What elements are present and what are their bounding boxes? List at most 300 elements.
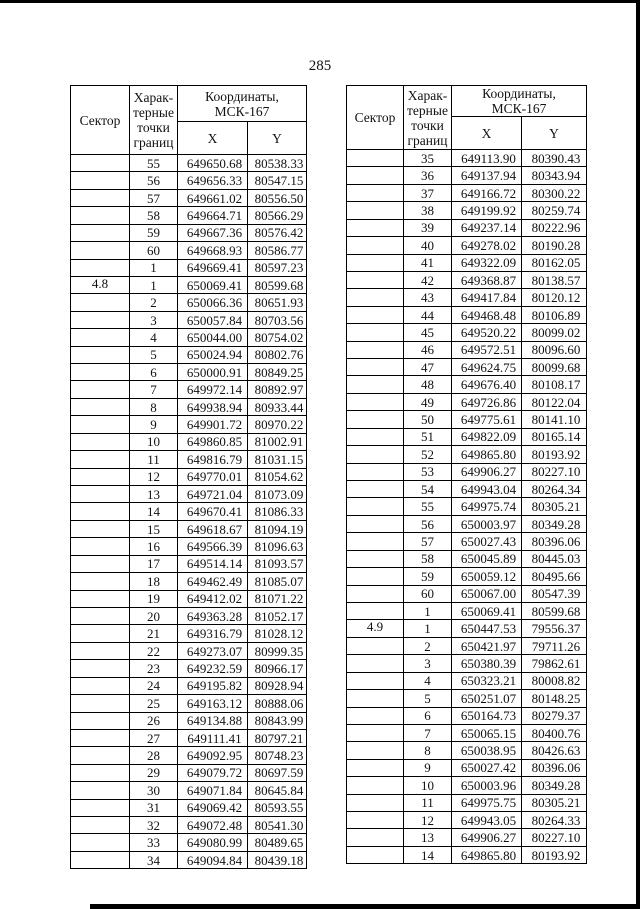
point-cell: 36 (404, 167, 452, 184)
table-header (347, 86, 587, 150)
x-coordinate-cell: 649468.48 (452, 306, 522, 323)
sector-cell (71, 503, 130, 520)
table-row (347, 672, 587, 689)
table-row (347, 620, 587, 637)
sector-cell (347, 846, 404, 863)
x-coordinate-cell: 649656.33 (178, 172, 248, 189)
sector-cell (347, 707, 404, 724)
table-row (347, 829, 587, 846)
x-coordinate-cell: 649669.41 (178, 259, 248, 276)
sector-cell (71, 416, 130, 433)
table-row (347, 237, 587, 254)
table-row (71, 224, 307, 241)
point-cell: 57 (404, 533, 452, 550)
y-coordinate-cell: 80264.33 (522, 812, 587, 829)
sector-cell (71, 799, 130, 816)
y-coordinate-cell: 79711.26 (522, 637, 587, 654)
sector-cell (71, 747, 130, 764)
x-coordinate-cell: 649163.12 (178, 695, 248, 712)
table-row (347, 393, 587, 410)
table-row (347, 219, 587, 236)
x-coordinate-cell: 649412.02 (178, 590, 248, 607)
table-row (71, 538, 307, 555)
table-row (71, 433, 307, 450)
table-row (347, 446, 587, 463)
sector-cell (71, 433, 130, 450)
table-row (347, 167, 587, 184)
scan-border-right (636, 0, 640, 909)
y-coordinate-cell: 81052.17 (248, 607, 307, 624)
y-coordinate-cell: 80966.17 (248, 660, 307, 677)
y-coordinate-cell: 80396.06 (522, 759, 587, 776)
sector-cell (347, 568, 404, 585)
sector-cell (71, 642, 130, 659)
point-cell: 12 (404, 812, 452, 829)
x-coordinate-cell: 650066.36 (178, 294, 248, 311)
table-row (347, 759, 587, 776)
x-coordinate-cell: 649650.68 (178, 155, 248, 172)
x-coordinate-cell: 649975.75 (452, 794, 522, 811)
table-row (347, 655, 587, 672)
y-coordinate-cell: 80593.55 (248, 799, 307, 816)
y-coordinate-cell: 80096.60 (522, 341, 587, 358)
y-coordinate-cell: 80396.06 (522, 533, 587, 550)
x-coordinate-cell: 649860.85 (178, 433, 248, 450)
y-coordinate-cell: 80999.35 (248, 642, 307, 659)
x-coordinate-cell: 650000.91 (178, 364, 248, 381)
table-row (71, 695, 307, 712)
point-cell: 6 (404, 707, 452, 724)
point-cell: 44 (404, 306, 452, 323)
point-cell: 2 (404, 637, 452, 654)
x-coordinate-cell: 649232.59 (178, 660, 248, 677)
y-coordinate-cell: 80227.10 (522, 829, 587, 846)
table-row (347, 742, 587, 759)
table-row (71, 451, 307, 468)
point-cell: 40 (404, 237, 452, 254)
page-number: 285 (308, 58, 332, 74)
table-row (71, 817, 307, 834)
sector-cell (71, 242, 130, 259)
point-cell: 24 (130, 677, 178, 694)
point-cell: 56 (404, 515, 452, 532)
sector-cell (71, 555, 130, 572)
sector-cell (347, 550, 404, 567)
y-coordinate-cell: 80162.05 (522, 254, 587, 271)
table-row (71, 573, 307, 590)
table-row (71, 364, 307, 381)
y-coordinate-cell: 80538.33 (248, 155, 307, 172)
table-row (71, 642, 307, 659)
sector-cell (71, 398, 130, 415)
y-coordinate-cell: 80390.43 (522, 150, 587, 167)
point-cell: 6 (130, 364, 178, 381)
x-coordinate-cell: 649901.72 (178, 416, 248, 433)
x-coordinate-cell: 649566.39 (178, 538, 248, 555)
point-cell: 27 (130, 729, 178, 746)
y-coordinate-cell: 80259.74 (522, 202, 587, 219)
y-coordinate-cell: 80843.99 (248, 712, 307, 729)
table-row (347, 707, 587, 724)
y-coordinate-cell: 80343.94 (522, 167, 587, 184)
x-coordinate-cell: 649363.28 (178, 607, 248, 624)
x-coordinate-cell: 649520.22 (452, 324, 522, 341)
sector-cell (347, 585, 404, 602)
x-coordinate-cell: 649322.09 (452, 254, 522, 271)
y-coordinate-cell: 80651.93 (248, 294, 307, 311)
sector-cell (347, 324, 404, 341)
x-coordinate-cell: 649726.86 (452, 393, 522, 410)
point-cell: 11 (404, 794, 452, 811)
sector-cell (347, 829, 404, 846)
sector-cell (347, 376, 404, 393)
point-cell: 14 (130, 503, 178, 520)
table-row (347, 341, 587, 358)
sector-cell (71, 311, 130, 328)
table-row (347, 376, 587, 393)
sector-cell (71, 834, 130, 851)
sector-cell: 4.9 (347, 620, 404, 637)
sector-cell (347, 271, 404, 288)
x-coordinate-cell: 650027.43 (452, 533, 522, 550)
point-cell: 12 (130, 468, 178, 485)
y-coordinate-cell: 80802.76 (248, 346, 307, 363)
sector-cell (347, 742, 404, 759)
table-row (71, 329, 307, 346)
sector-cell (347, 481, 404, 498)
y-coordinate-cell: 80645.84 (248, 782, 307, 799)
point-cell: 17 (130, 555, 178, 572)
x-coordinate-cell: 649113.90 (452, 150, 522, 167)
coordinates-header: Координаты, МСК-167 (178, 86, 307, 122)
point-cell: 7 (404, 724, 452, 741)
y-coordinate-cell: 80279.37 (522, 707, 587, 724)
table-row (347, 498, 587, 515)
x-coordinate-cell: 650067.00 (452, 585, 522, 602)
x-coordinate-cell: 649316.79 (178, 625, 248, 642)
table-row (347, 481, 587, 498)
table-row (71, 294, 307, 311)
point-cell: 51 (404, 428, 452, 445)
x-coordinate-cell: 649938.94 (178, 398, 248, 415)
sector-cell (347, 655, 404, 672)
table-row (347, 411, 587, 428)
x-coordinate-cell: 649943.04 (452, 481, 522, 498)
sector-cell (71, 364, 130, 381)
sector-cell (347, 411, 404, 428)
sector-cell (347, 794, 404, 811)
point-cell: 38 (404, 202, 452, 219)
y-coordinate-cell: 80888.06 (248, 695, 307, 712)
x-coordinate-cell: 649721.04 (178, 486, 248, 503)
sector-header: Сектор (71, 86, 130, 155)
sector-cell (71, 294, 130, 311)
sector-cell (71, 451, 130, 468)
y-coordinate-cell: 80349.28 (522, 515, 587, 532)
point-cell: 57 (130, 189, 178, 206)
x-coordinate-cell: 649618.67 (178, 520, 248, 537)
sector-cell (71, 677, 130, 694)
point-cell: 16 (130, 538, 178, 555)
table-row (71, 242, 307, 259)
point-cell: 50 (404, 411, 452, 428)
table-row (71, 799, 307, 816)
x-coordinate-cell: 650045.89 (452, 550, 522, 567)
y-coordinate-cell: 80439.18 (248, 851, 307, 868)
y-coordinate-cell: 80193.92 (522, 446, 587, 463)
sector-cell (71, 712, 130, 729)
point-cell: 7 (130, 381, 178, 398)
table-row (347, 324, 587, 341)
point-cell: 9 (404, 759, 452, 776)
coordinates-table-left (70, 85, 307, 869)
x-coordinate-cell: 649661.02 (178, 189, 248, 206)
y-coordinate-cell: 80138.57 (522, 271, 587, 288)
point-cell: 47 (404, 359, 452, 376)
sector-cell (347, 812, 404, 829)
point-cell: 1 (404, 602, 452, 619)
point-cell: 37 (404, 184, 452, 201)
sector-cell (347, 602, 404, 619)
table-body (71, 155, 307, 869)
x-coordinate-cell: 650069.41 (178, 276, 248, 293)
point-cell: 33 (130, 834, 178, 851)
y-coordinate-cell: 80165.14 (522, 428, 587, 445)
sector-cell (347, 289, 404, 306)
x-coordinate-cell: 650421.97 (452, 637, 522, 654)
sector-cell (71, 729, 130, 746)
sector-cell (347, 446, 404, 463)
x-coordinate-cell: 649273.07 (178, 642, 248, 659)
table-row (71, 677, 307, 694)
point-cell: 13 (404, 829, 452, 846)
table-row (71, 416, 307, 433)
x-coordinate-cell: 649278.02 (452, 237, 522, 254)
y-coordinate-cell: 80928.94 (248, 677, 307, 694)
x-coordinate-cell: 650380.39 (452, 655, 522, 672)
table-row (347, 428, 587, 445)
coordinates-header: Координаты, МСК-167 (452, 86, 587, 117)
y-coordinate-cell: 80099.02 (522, 324, 587, 341)
table-row (71, 276, 307, 293)
sector-cell (71, 538, 130, 555)
table-row (347, 846, 587, 863)
table-row (71, 607, 307, 624)
y-coordinate-cell: 81094.19 (248, 520, 307, 537)
point-cell: 42 (404, 271, 452, 288)
sector-cell (347, 359, 404, 376)
table-row (347, 306, 587, 323)
point-cell: 39 (404, 219, 452, 236)
y-coordinate-cell: 80754.02 (248, 329, 307, 346)
point-cell: 53 (404, 463, 452, 480)
point-cell: 11 (130, 451, 178, 468)
sector-cell (347, 498, 404, 515)
y-coordinate-cell: 80445.03 (522, 550, 587, 567)
point-cell: 60 (404, 585, 452, 602)
sector-cell (71, 764, 130, 781)
table-row (71, 468, 307, 485)
y-coordinate-cell: 81073.09 (248, 486, 307, 503)
sector-cell (347, 672, 404, 689)
sector-cell (347, 428, 404, 445)
x-coordinate-cell: 650003.96 (452, 777, 522, 794)
point-cell: 20 (130, 607, 178, 624)
x-coordinate-cell: 649195.82 (178, 677, 248, 694)
table-row (71, 555, 307, 572)
table-row (71, 189, 307, 206)
x-coordinate-cell: 649676.40 (452, 376, 522, 393)
point-cell: 25 (130, 695, 178, 712)
point-cell: 59 (130, 224, 178, 241)
x-header: X (452, 117, 522, 150)
sector-cell (71, 486, 130, 503)
table-header (71, 86, 307, 155)
x-coordinate-cell: 649972.14 (178, 381, 248, 398)
sector-cell (347, 533, 404, 550)
table-row (347, 289, 587, 306)
sector-cell (71, 155, 130, 172)
y-coordinate-cell: 80566.29 (248, 207, 307, 224)
x-coordinate-cell: 649080.99 (178, 834, 248, 851)
sector-cell (71, 207, 130, 224)
sector-cell (71, 590, 130, 607)
x-coordinate-cell: 649514.14 (178, 555, 248, 572)
point-cell: 55 (404, 498, 452, 515)
sector-cell (71, 346, 130, 363)
y-coordinate-cell: 80008.82 (522, 672, 587, 689)
y-coordinate-cell: 80264.34 (522, 481, 587, 498)
x-coordinate-cell: 650251.07 (452, 690, 522, 707)
sector-cell (347, 690, 404, 707)
sector-cell (71, 329, 130, 346)
sector-cell (347, 724, 404, 741)
sector-cell (347, 219, 404, 236)
x-coordinate-cell: 649072.48 (178, 817, 248, 834)
sector-cell (347, 341, 404, 358)
point-cell: 55 (130, 155, 178, 172)
sector-cell (347, 306, 404, 323)
sector-cell (71, 817, 130, 834)
point-cell: 48 (404, 376, 452, 393)
table-row (71, 660, 307, 677)
x-coordinate-cell: 649092.95 (178, 747, 248, 764)
y-coordinate-cell: 80108.17 (522, 376, 587, 393)
table-row (71, 764, 307, 781)
table-row (71, 590, 307, 607)
y-header: Y (522, 117, 587, 150)
x-coordinate-cell: 649670.41 (178, 503, 248, 520)
table-row (71, 381, 307, 398)
y-coordinate-cell: 81096.63 (248, 538, 307, 555)
y-coordinate-cell: 79862.61 (522, 655, 587, 672)
points-header: Харак- терные точки границ (404, 86, 452, 150)
y-coordinate-cell: 80122.04 (522, 393, 587, 410)
y-coordinate-cell: 80222.96 (522, 219, 587, 236)
point-cell: 58 (404, 550, 452, 567)
y-coordinate-cell: 80797.21 (248, 729, 307, 746)
point-cell: 49 (404, 393, 452, 410)
y-coordinate-cell: 80541.30 (248, 817, 307, 834)
point-cell: 21 (130, 625, 178, 642)
table-row (347, 690, 587, 707)
x-coordinate-cell: 649462.49 (178, 573, 248, 590)
point-cell: 2 (130, 294, 178, 311)
x-coordinate-cell: 650057.84 (178, 311, 248, 328)
y-coordinate-cell: 80586.77 (248, 242, 307, 259)
x-coordinate-cell: 649668.93 (178, 242, 248, 259)
x-coordinate-cell: 649134.88 (178, 712, 248, 729)
point-cell: 60 (130, 242, 178, 259)
table-body (347, 150, 587, 864)
point-cell: 22 (130, 642, 178, 659)
sector-cell (71, 660, 130, 677)
y-coordinate-cell: 81031.15 (248, 451, 307, 468)
x-coordinate-cell: 650065.15 (452, 724, 522, 741)
y-coordinate-cell: 80305.21 (522, 498, 587, 515)
scan-border-bottom (90, 904, 640, 909)
point-cell: 4 (404, 672, 452, 689)
sector-cell (71, 468, 130, 485)
point-cell: 10 (130, 433, 178, 450)
point-cell: 1 (130, 276, 178, 293)
y-coordinate-cell: 80599.68 (522, 602, 587, 619)
point-cell: 8 (130, 398, 178, 415)
x-coordinate-cell: 649906.27 (452, 463, 522, 480)
points-header: Харак- терные точки границ (130, 86, 178, 155)
y-coordinate-cell: 81054.62 (248, 468, 307, 485)
sector-cell (347, 167, 404, 184)
x-coordinate-cell: 649975.74 (452, 498, 522, 515)
y-coordinate-cell: 80547.39 (522, 585, 587, 602)
point-cell: 5 (130, 346, 178, 363)
point-cell: 1 (130, 259, 178, 276)
x-coordinate-cell: 649865.80 (452, 446, 522, 463)
point-cell: 3 (404, 655, 452, 672)
sector-cell (347, 202, 404, 219)
table-row (71, 712, 307, 729)
sector-cell (347, 150, 404, 167)
x-coordinate-cell: 649199.92 (452, 202, 522, 219)
y-header: Y (248, 122, 307, 155)
sector-cell (71, 695, 130, 712)
point-cell: 29 (130, 764, 178, 781)
point-cell: 14 (404, 846, 452, 863)
sector-cell (347, 254, 404, 271)
sector-cell (347, 463, 404, 480)
y-coordinate-cell: 80556.50 (248, 189, 307, 206)
point-cell: 45 (404, 324, 452, 341)
table-row (71, 259, 307, 276)
point-cell: 18 (130, 573, 178, 590)
table-row (347, 724, 587, 741)
x-coordinate-cell: 649667.36 (178, 224, 248, 241)
point-cell: 1 (404, 620, 452, 637)
table-row (71, 851, 307, 868)
table-row (71, 155, 307, 172)
table-row (71, 834, 307, 851)
sector-cell (347, 759, 404, 776)
table-row (71, 311, 307, 328)
x-coordinate-cell: 649071.84 (178, 782, 248, 799)
table-row (71, 503, 307, 520)
table-row (347, 184, 587, 201)
sector-cell: 4.8 (71, 276, 130, 293)
x-coordinate-cell: 649770.01 (178, 468, 248, 485)
table-row (347, 533, 587, 550)
x-coordinate-cell: 650164.73 (452, 707, 522, 724)
y-coordinate-cell: 79556.37 (522, 620, 587, 637)
